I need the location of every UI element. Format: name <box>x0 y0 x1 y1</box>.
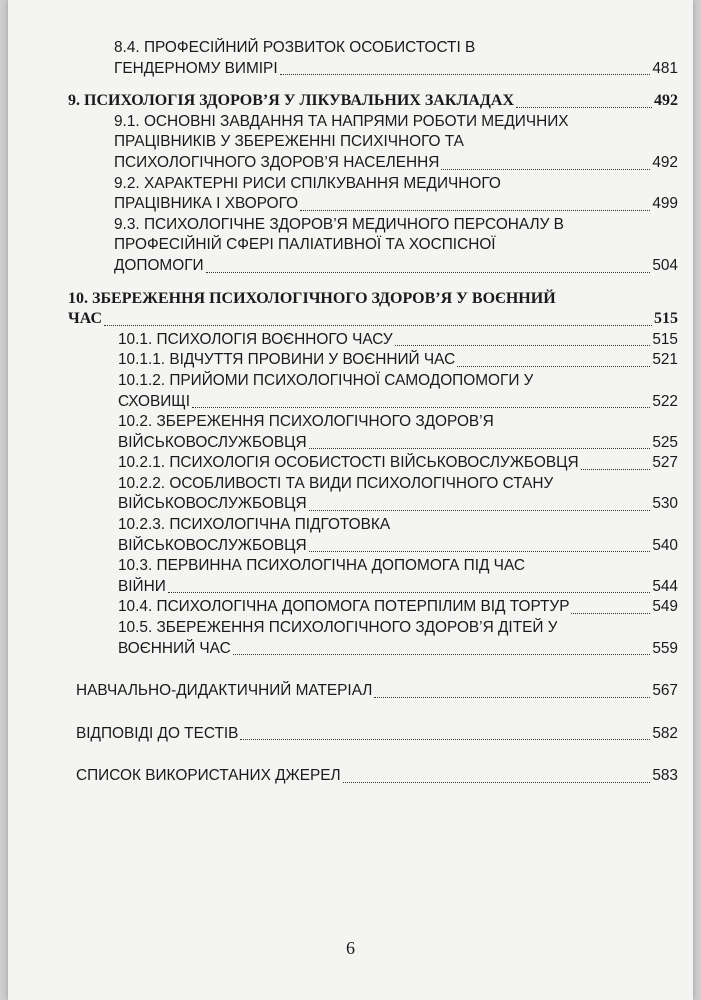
toc-page-number: 481 <box>652 59 678 77</box>
toc-entry-10-2 <box>68 412 678 453</box>
toc-page-number: 499 <box>652 195 678 213</box>
toc-chapter-title: 10. ЗБЕРЕЖЕННЯ ПСИХОЛОГІЧНОГО ЗДОРОВ’Я У ВОЄННИЙ <box>68 289 556 307</box>
dot-leader <box>233 654 651 655</box>
toc-entry-10-4 <box>68 597 678 618</box>
toc-entry-text: ВІЙСЬКОВОСЛУЖБОВЦЯ <box>118 536 307 554</box>
toc-entry-sources <box>68 766 678 787</box>
toc-entry-answers <box>68 724 678 745</box>
toc-entry-text: 10.2.2. ОСОБЛИВОСТІ ТА ВИДИ ПСИХОЛОГІЧНОГО СТАНУ <box>118 474 554 492</box>
toc-chapter-title: 9. ПСИХОЛОГІЯ ЗДОРОВ’Я У ЛІКУВАЛЬНИХ ЗАКЛАДАХ <box>68 92 515 110</box>
toc-page-number: 544 <box>652 577 678 595</box>
dot-leader <box>206 272 651 273</box>
dot-leader <box>571 613 650 614</box>
toc-entry-10-2-1 <box>68 453 678 474</box>
toc-entry-text: ВІЙСЬКОВОСЛУЖБОВЦЯ <box>118 433 307 451</box>
toc-entry-text: 10.2.3. ПСИХОЛОГІЧНА ПІДГОТОВКА <box>118 516 391 534</box>
dot-leader <box>280 74 651 75</box>
dot-leader <box>309 551 651 552</box>
dot-leader <box>516 107 652 108</box>
toc-entry-text: 9.2. ХАРАКТЕРНІ РИСИ СПІЛКУВАННЯ МЕДИЧНОГО <box>114 174 501 192</box>
table-of-contents <box>68 38 678 787</box>
dot-leader <box>343 782 651 783</box>
dot-leader <box>192 407 650 408</box>
dot-leader <box>457 366 650 367</box>
toc-page-number: 515 <box>652 330 678 348</box>
toc-page-number: 549 <box>652 598 678 616</box>
toc-entry-9-1 <box>68 112 678 174</box>
toc-entry-text: 10.5. ЗБЕРЕЖЕННЯ ПСИХОЛОГІЧНОГО ЗДОРОВ’Я ДІТЕЙ У <box>118 619 558 637</box>
toc-page-number: 567 <box>652 682 678 700</box>
dot-leader <box>581 469 651 470</box>
toc-entry-text: СПИСОК ВИКОРИСТАНИХ ДЖЕРЕЛ <box>76 767 341 785</box>
toc-entry-text: 10.1. ПСИХОЛОГІЯ ВОЄННОГО ЧАСУ <box>118 330 393 348</box>
toc-entry-text: 9.1. ОСНОВНІ ЗАВДАННЯ ТА НАПРЯМИ РОБОТИ МЕДИЧНИХ <box>114 112 569 130</box>
toc-entry-10-1-1 <box>68 350 678 371</box>
dot-leader <box>374 697 650 698</box>
toc-entry-text: ПРАЦІВНИКІВ У ЗБЕРЕЖЕННІ ПСИХІЧНОГО ТА <box>114 133 464 151</box>
dot-leader <box>309 510 651 511</box>
toc-entry-text: СХОВИЩІ <box>118 392 191 410</box>
toc-entry-text: 10.2.1. ПСИХОЛОГІЯ ОСОБИСТОСТІ ВІЙСЬКОВОСЛУЖБОВЦЯ <box>118 454 579 472</box>
toc-page-number: 492 <box>654 92 678 110</box>
toc-entry-text: 10.2. ЗБЕРЕЖЕННЯ ПСИХОЛОГІЧНОГО ЗДОРОВ’Я <box>118 413 494 431</box>
toc-entry-10-1 <box>68 330 678 351</box>
toc-page-number: 582 <box>652 724 678 742</box>
toc-chapter-9 <box>68 91 678 112</box>
dot-leader <box>104 325 652 326</box>
toc-entry-text: 9.3. ПСИХОЛОГІЧНЕ ЗДОРОВ’Я МЕДИЧНОГО ПЕРСОНАЛУ В <box>114 215 564 233</box>
dot-leader <box>441 169 650 170</box>
book-page <box>8 0 693 1000</box>
dot-leader <box>168 592 651 593</box>
toc-page-number: 530 <box>652 495 678 513</box>
toc-page-number: 492 <box>652 153 678 171</box>
toc-page-number: 515 <box>654 310 678 328</box>
dot-leader <box>240 739 650 740</box>
toc-entry-10-5 <box>68 618 678 659</box>
toc-entry-text: ВІЙНИ <box>118 577 166 595</box>
toc-entry-text: 10.1.1. ВІДЧУТТЯ ПРОВИНИ У ВОЄННИЙ ЧАС <box>118 351 456 369</box>
toc-entry-9-2 <box>68 174 678 215</box>
toc-entry-10-3 <box>68 556 678 597</box>
toc-page-number: 504 <box>652 256 678 274</box>
toc-entry-text: ГЕНДЕРНОМУ ВИМІРІ <box>114 59 278 77</box>
toc-entry-text: 8.4. ПРОФЕСІЙНИЙ РОЗВИТОК ОСОБИСТОСТІ В <box>114 39 476 56</box>
toc-page-number: 559 <box>652 639 678 657</box>
toc-entry-text: ПСИХОЛОГІЧНОГО ЗДОРОВ’Я НАСЕЛЕННЯ <box>114 153 440 171</box>
toc-entry-text: ДОПОМОГИ <box>114 256 204 274</box>
dot-leader <box>395 345 651 346</box>
toc-entry-text: ВІДПОВІДІ ДО ТЕСТІВ <box>76 724 239 742</box>
toc-page-number: 522 <box>652 392 678 410</box>
toc-entry-text: ПРАЦІВНИКА І ХВОРОГО <box>114 195 299 213</box>
toc-page-number: 583 <box>652 767 678 785</box>
toc-entry-text: 10.4. ПСИХОЛОГІЧНА ДОПОМОГА ПОТЕРПІЛИМ ВІД ТОРТУР <box>118 598 570 616</box>
toc-entry-text: ВОЄННИЙ ЧАС <box>118 639 231 657</box>
toc-chapter-title: ЧАС <box>68 310 103 328</box>
toc-entry-10-2-2 <box>68 474 678 515</box>
toc-entry-text: ПРОФЕСІЙНІЙ СФЕРІ ПАЛІАТИВНОЇ ТА ХОСПІСНОЇ <box>114 236 496 254</box>
toc-entry-text: ВІЙСЬКОВОСЛУЖБОВЦЯ <box>118 495 307 513</box>
page-number: 6 <box>346 938 355 958</box>
toc-entry-10-2-3 <box>68 515 678 556</box>
toc-page-number: 521 <box>652 351 678 369</box>
toc-entry-text: НАВЧАЛЬНО-ДИДАКТИЧНИЙ МАТЕРІАЛ <box>76 682 373 700</box>
dot-leader <box>300 210 650 211</box>
toc-entry-text: 10.1.2. ПРИЙОМИ ПСИХОЛОГІЧНОЇ САМОДОПОМОГИ У <box>118 371 534 389</box>
toc-entry-text: 10.3. ПЕРВИННА ПСИХОЛОГІЧНА ДОПОМОГА ПІД ЧАС <box>118 557 525 575</box>
toc-entry-material <box>68 681 678 702</box>
toc-page-number: 525 <box>652 433 678 451</box>
toc-page-number: 527 <box>652 454 678 472</box>
toc-entry-10-1-2 <box>68 371 678 412</box>
toc-entry-8-4 <box>68 38 678 79</box>
dot-leader <box>309 448 651 449</box>
toc-entry-9-3 <box>68 215 678 277</box>
toc-chapter-10 <box>68 289 678 330</box>
toc-page-number: 540 <box>652 536 678 554</box>
